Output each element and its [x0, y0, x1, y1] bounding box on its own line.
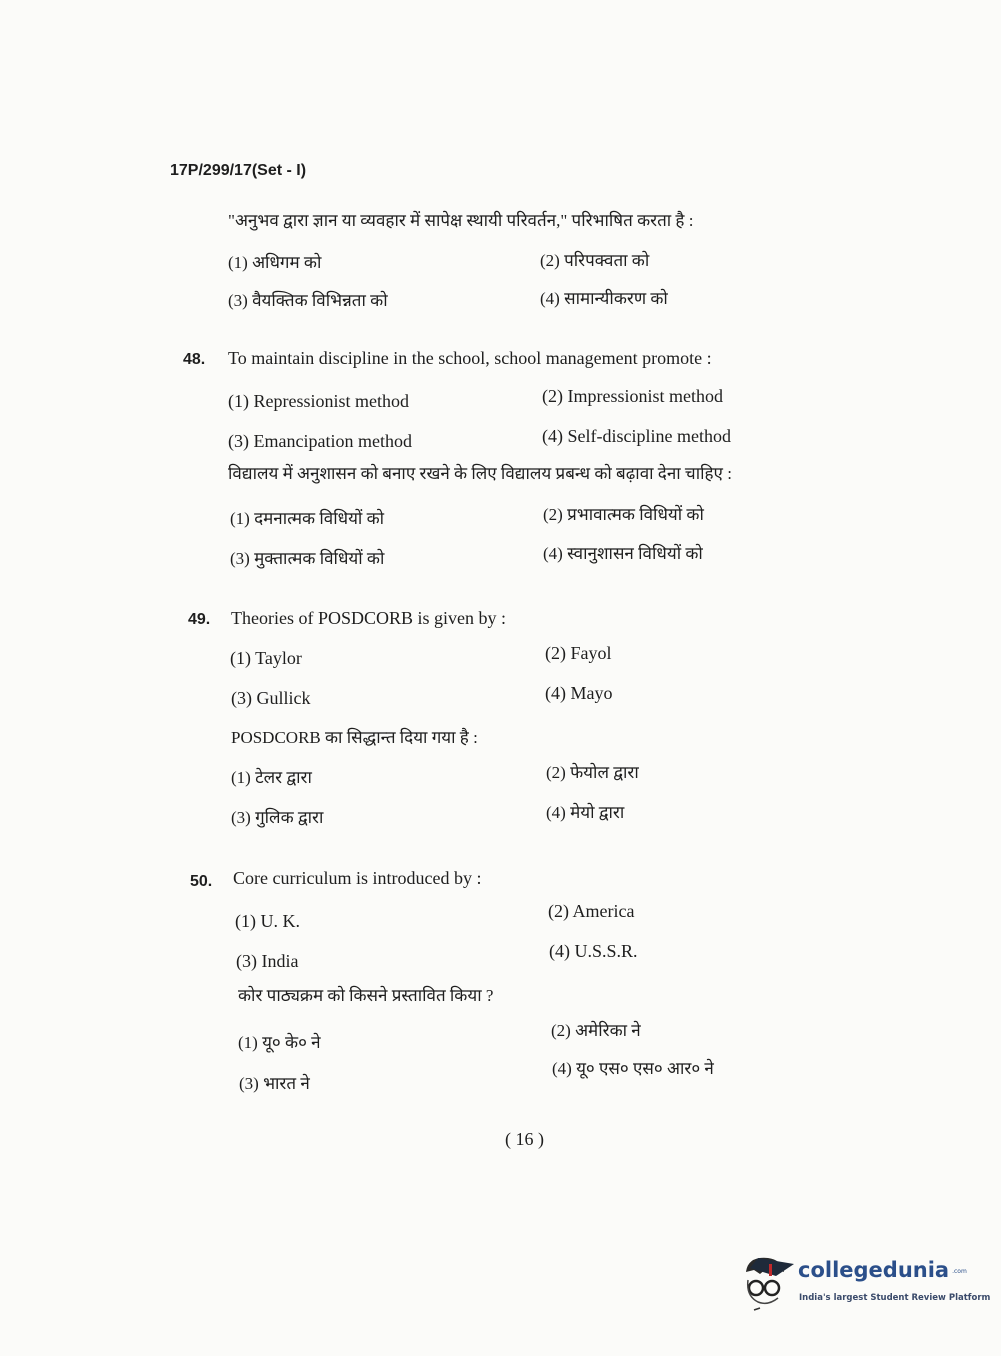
watermark-wordmark: [798, 1256, 967, 1284]
hindi-option: (1) अधिगम को: [228, 253, 322, 272]
option: (1) U. K.: [235, 911, 300, 931]
hindi-option: (4) सामान्यीकरण को: [540, 289, 668, 308]
option: (1) Repressionist method: [228, 391, 409, 411]
hindi-option: (2) फेयोल द्वारा: [546, 763, 639, 782]
option: (2) America: [548, 901, 635, 921]
hindi-option: (1) यू० के० ने: [238, 1033, 321, 1052]
question-text: To maintain discipline in the school, school management promote :: [228, 348, 712, 368]
option: (3) India: [236, 951, 299, 971]
option: (3) Gullick: [231, 688, 311, 708]
watermark-tagline: India's largest Student Review Platform: [799, 1293, 991, 1303]
hindi-option: (4) मेयो द्वारा: [546, 803, 625, 822]
question-text: Core curriculum is introduced by :: [233, 868, 482, 888]
hindi-option: (3) गुलिक द्वारा: [231, 808, 324, 827]
hindi-option: (4) स्वानुशासन विधियों को: [543, 544, 703, 563]
question-number: 49.: [188, 611, 211, 628]
hindi-option: (2) अमेरिका ने: [551, 1021, 641, 1040]
question-hindi-text: विद्यालय में अनुशासन को बनाए रखने के लिए विद्यालय प्रबन्ध को बढ़ावा देना चाहिए :: [228, 464, 732, 483]
question-hindi-text: कोर पाठ्यक्रम को किसने प्रस्तावित किया ?: [238, 986, 494, 1005]
question-number: 50.: [190, 873, 213, 890]
hindi-option: (2) परिपक्वता को: [540, 251, 650, 270]
collegedunia-watermark: [738, 1250, 998, 1314]
hindi-option: (3) भारत ने: [239, 1074, 310, 1093]
paper-code: 17P/299/17(Set - I): [170, 162, 307, 179]
option: (2) Impressionist method: [542, 386, 723, 406]
option: (4) Self-discipline method: [542, 426, 731, 446]
hindi-option: (1) दमनात्मक विधियों को: [230, 509, 385, 528]
watermark-brand: collegedunia: [798, 1258, 950, 1282]
option: (4) U.S.S.R.: [549, 941, 638, 961]
question-hindi-text: POSDCORB का सिद्धान्त दिया गया है :: [231, 728, 478, 747]
option: (2) Fayol: [545, 643, 612, 663]
hindi-option: (3) मुक्तात्मक विधियों को: [230, 549, 385, 568]
question-number: 48.: [183, 351, 206, 368]
option: (4) Mayo: [545, 683, 613, 703]
hindi-option: (1) टेलर द्वारा: [231, 768, 312, 787]
hindi-option: (2) प्रभावात्मक विधियों को: [543, 505, 704, 524]
hindi-option: (3) वैयक्तिक विभिन्नता को: [228, 291, 388, 310]
mascot-logo-icon: [738, 1250, 796, 1314]
hindi-option: (4) यू० एस० एस० आर० ने: [552, 1059, 714, 1078]
option: (1) Taylor: [230, 648, 302, 668]
question-text: Theories of POSDCORB is given by :: [231, 608, 507, 628]
question-hindi-text: "अनुभव द्वारा ज्ञान या व्यवहार में सापेक्ष स्थायी परिवर्तन," परिभाषित करता है :: [228, 211, 694, 230]
option: (3) Emancipation method: [228, 431, 412, 451]
watermark-domain: .com: [952, 1268, 967, 1275]
page-number: ( 16 ): [505, 1129, 544, 1149]
